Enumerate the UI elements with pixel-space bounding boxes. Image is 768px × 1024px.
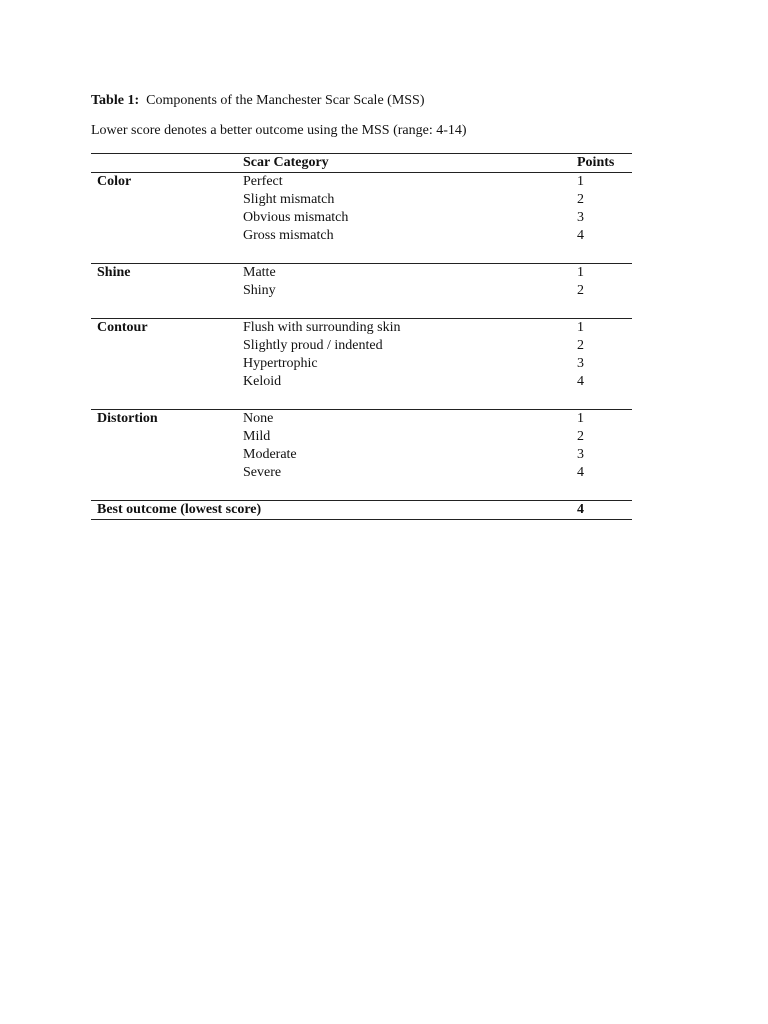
item-points: 2 [577, 192, 584, 207]
table-row [91, 428, 632, 446]
item-points: 1 [577, 174, 584, 189]
table-row [91, 319, 632, 337]
group-name: Distortion [97, 411, 158, 426]
item-label: Flush with surrounding skin [243, 320, 401, 335]
table-caption-label: Table 1: [91, 93, 140, 108]
item-label: Hypertrophic [243, 356, 318, 371]
table-row [91, 355, 632, 373]
table-row [91, 227, 632, 245]
total-row [91, 500, 632, 520]
item-label: Slight mismatch [243, 192, 335, 207]
group-distortion [91, 409, 632, 500]
item-points: 4 [577, 228, 584, 243]
table-row [91, 209, 632, 227]
total-label: Best outcome (lowest score) [97, 502, 262, 517]
item-label: None [243, 411, 274, 426]
table-caption-text: Components of the Manchester Scar Scale (MSS) [146, 93, 425, 108]
table-row [91, 464, 632, 482]
item-points: 1 [577, 411, 584, 426]
total-points: 4 [577, 502, 584, 517]
group-contour [91, 318, 632, 409]
group-color [91, 173, 632, 263]
item-points: 4 [577, 374, 584, 389]
group-name: Contour [97, 320, 148, 335]
table-subcaption: Lower score denotes a better outcome using the MSS (range: 4-14) [91, 123, 467, 138]
item-points: 2 [577, 283, 584, 298]
item-points: 3 [577, 356, 584, 371]
item-label: Severe [243, 465, 282, 480]
item-label: Mild [243, 429, 271, 444]
item-label: Shiny [243, 283, 276, 298]
item-label: Slightly proud / indented [243, 338, 383, 353]
item-label: Gross mismatch [243, 228, 334, 243]
table-row [91, 264, 632, 282]
header-points: Points [577, 155, 615, 170]
table-header-row [91, 153, 632, 173]
item-points: 3 [577, 447, 584, 462]
table-row [91, 337, 632, 355]
table-row [91, 191, 632, 209]
table-caption [91, 93, 425, 109]
scar-scale-table [91, 153, 632, 520]
item-label: Matte [243, 265, 276, 280]
item-points: 1 [577, 320, 584, 335]
table-row [91, 410, 632, 428]
group-shine [91, 263, 632, 318]
header-scar-category: Scar Category [243, 155, 329, 170]
group-name: Color [97, 174, 132, 189]
item-label: Obvious mismatch [243, 210, 349, 225]
table-row [91, 173, 632, 191]
item-points: 1 [577, 265, 584, 280]
item-points: 2 [577, 338, 584, 353]
group-name: Shine [97, 265, 131, 280]
table-row [91, 446, 632, 464]
item-points: 3 [577, 210, 584, 225]
item-points: 2 [577, 429, 584, 444]
item-label: Perfect [243, 174, 283, 189]
table-row [91, 282, 632, 300]
item-label: Moderate [243, 447, 297, 462]
table-row [91, 373, 632, 391]
item-label: Keloid [243, 374, 282, 389]
item-points: 4 [577, 465, 584, 480]
